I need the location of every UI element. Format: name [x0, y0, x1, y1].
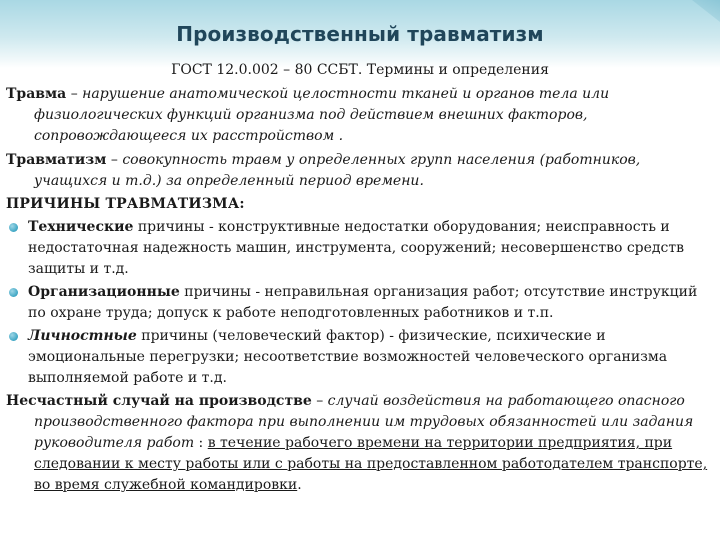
page-title: Производственный травматизм [176, 22, 544, 46]
cause-term: Личностные [28, 328, 137, 344]
causes-heading: ПРИЧИНЫ ТРАВМАТИЗМА: [6, 196, 245, 212]
cause-term: Технические [28, 219, 134, 235]
cause-item-personal [6, 326, 714, 389]
dash: – [66, 86, 83, 102]
term-traumatism: Травматизм [6, 152, 107, 168]
definition-text: случай воздействия на работающего опасного производственного фактора при выполнении им трудовых обязанностей или задания руководителя работ [34, 393, 694, 451]
header-corner-decoration [680, 0, 720, 22]
period: . [297, 477, 302, 493]
cause-text: причины - конструктивные недостатки оборудования; неисправность и недостаточная надежность машин, инструмента, сооружений; несовершенство средств защиты и т.д. [28, 219, 685, 277]
dash: – [311, 393, 328, 409]
cause-text: причины - неправильная организация работ; отсутствие инструкций по охране труда; допуск к работе неподготовленных работников и т.п. [28, 284, 698, 321]
page-subtitle: ГОСТ 12.0.002 – 80 ССБТ. Термины и определения [171, 62, 549, 78]
definition-traumatism [6, 150, 714, 192]
term-accident: Несчастный случай на производстве [6, 393, 312, 409]
cause-text: причины (человеческий фактор) - физические, психические и эмоциональные перегрузки; несоответствие возможностей человеческого организма выполняемой работе и т.д. [28, 328, 668, 386]
colon: : [194, 435, 208, 451]
underlined-conditions: в течение рабочего времени на территории предприятия, при следовании к месту работы или с работы на предоставленном работодателем транспорте, во время служебной командировки [34, 435, 708, 493]
slide-content [6, 84, 714, 499]
definition-text: нарушение анатомической целостности тканей и органов тела или физиологических функций организма под действием внешних факторов, сопровождающееся их расстройством . [34, 86, 610, 144]
cause-item-organizational [6, 282, 714, 324]
term-trauma: Травма [6, 86, 67, 102]
bullet-icon [9, 288, 18, 297]
bullet-icon [9, 223, 18, 232]
bullet-icon [9, 332, 18, 341]
definition-accident [6, 391, 714, 496]
cause-term: Организационные [28, 284, 180, 300]
definition-trauma [6, 84, 714, 147]
definition-text: совокупность травм у определенных групп населения (работников, учащихся и т.д.) за определенный период времени. [34, 152, 641, 189]
cause-item-technical [6, 217, 714, 280]
dash: – [106, 152, 123, 168]
